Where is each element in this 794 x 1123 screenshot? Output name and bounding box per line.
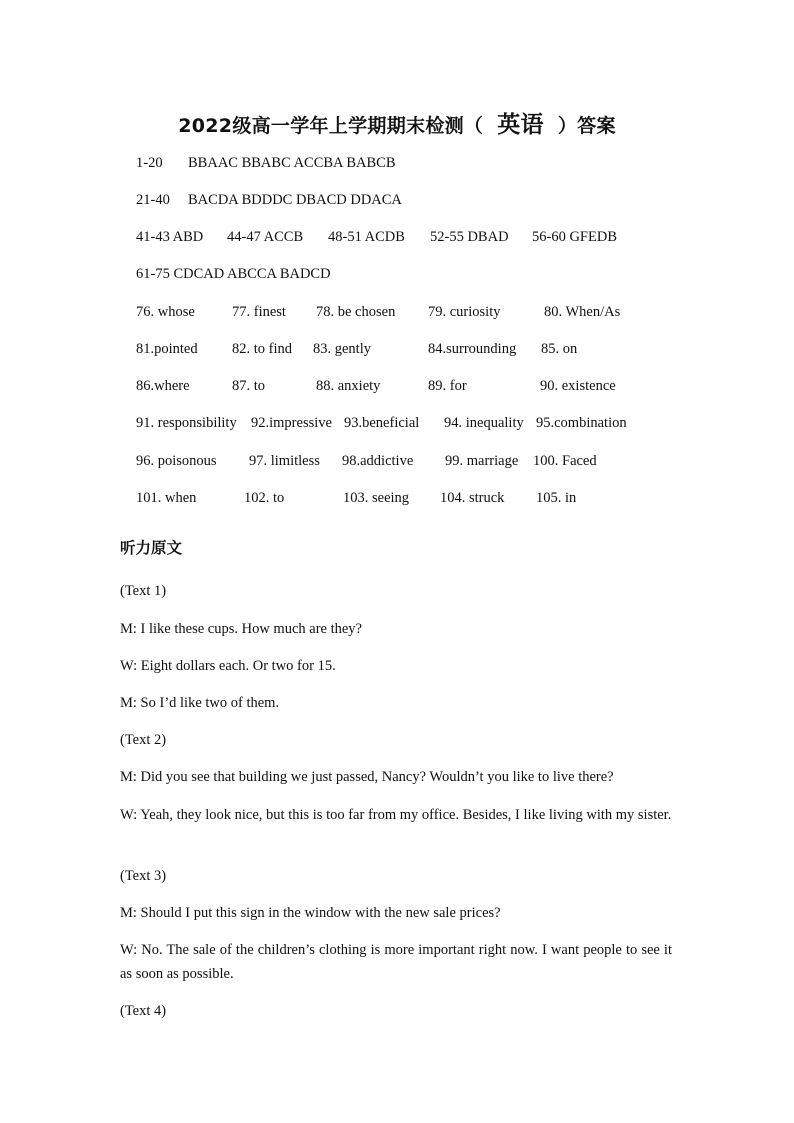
answer-cell: 82. to find	[232, 341, 293, 357]
answer-cell: 102. to	[244, 490, 285, 506]
answer-cell: 96. poisonous	[136, 453, 217, 469]
answer-cell: 84.surrounding	[428, 341, 517, 357]
transcript-line: M: Should I put this sign in the window with the new sale prices?	[120, 905, 501, 921]
answer-cell: 44-47 ACCB	[227, 229, 304, 245]
answer-cell: 98.addictive	[342, 453, 414, 469]
answer-range-label: 1-20	[136, 155, 163, 171]
listening-heading: 听力原文	[120, 539, 183, 557]
answer-cell: 105. in	[536, 490, 577, 506]
answer-cell: 79. curiosity	[428, 304, 501, 320]
title-subject: 英语	[497, 112, 544, 138]
transcript-text-label: (Text 4)	[120, 1003, 167, 1019]
answer-cell: 48-51 ACDB	[328, 229, 405, 245]
transcript-line: W: Eight dollars each. Or two for 15.	[120, 658, 336, 674]
answer-cell: 91. responsibility	[136, 415, 237, 431]
answer-cell: 90. existence	[540, 378, 616, 394]
answer-cell: 76. whose	[136, 304, 195, 320]
answer-cell: 101. when	[136, 490, 197, 506]
answer-cell: 86.where	[136, 378, 190, 394]
answer-range-label: 21-40	[136, 192, 170, 208]
answer-cell: 99. marriage	[445, 453, 519, 469]
answer-cell: 41-43 ABD	[136, 229, 204, 245]
answer-cell: 100. Faced	[533, 453, 597, 469]
answer-cell: 95.combination	[536, 415, 627, 431]
answer-cell: 83. gently	[313, 341, 371, 357]
answer-cell: 88. anxiety	[316, 378, 381, 394]
answer-cell: 103. seeing	[343, 490, 410, 506]
answer-cell: 92.impressive	[251, 415, 332, 431]
transcript-text-label: (Text 3)	[120, 868, 167, 884]
answer-cell: 80. When/As	[544, 304, 621, 320]
answer-cell: 81.pointed	[136, 341, 198, 357]
transcript-text-label: (Text 1)	[120, 583, 167, 599]
answer-cell: 97. limitless	[249, 453, 320, 469]
answer-cell: 94. inequality	[444, 415, 524, 431]
answer-cell: 85. on	[541, 341, 578, 357]
answer-cell: 104. struck	[440, 490, 505, 506]
answer-cell: 56-60 GFEDB	[532, 229, 617, 245]
transcript-line: M: I like these cups. How much are they?	[120, 621, 362, 637]
answer-cell: 87. to	[232, 378, 266, 394]
answer-cell: 77. finest	[232, 304, 286, 320]
answer-letters: BACDA BDDDC DBACD DDACA	[188, 192, 402, 208]
page-title	[0, 106, 794, 139]
answer-cell: 93.beneficial	[344, 415, 420, 431]
transcript-text-label: (Text 2)	[120, 732, 167, 748]
answer-cell: 78. be chosen	[316, 304, 396, 320]
title-prefix: 2022级高一学年上学期期末检测（	[178, 115, 484, 137]
answer-cell: 61-75 CDCAD ABCCA BADCD	[136, 266, 331, 282]
transcript-line: W: Yeah, they look nice, but this is too far from my office. Besides, I like living with my sister.	[120, 807, 672, 823]
answer-letters: BBAAC BBABC ACCBA BABCB	[188, 155, 396, 171]
transcript-line: M: Did you see that building we just passed, Nancy? Wouldn’t you like to live there?	[120, 769, 614, 785]
transcript-line: M: So I’d like two of them.	[120, 695, 280, 711]
answer-cell: 52-55 DBAD	[430, 229, 509, 245]
transcript-line: W: No. The sale of the children’s clothing is more important right now. I want people to see it as soon as possible.	[120, 942, 672, 982]
title-suffix: ）答案	[557, 115, 616, 137]
answer-cell: 89. for	[428, 378, 467, 394]
